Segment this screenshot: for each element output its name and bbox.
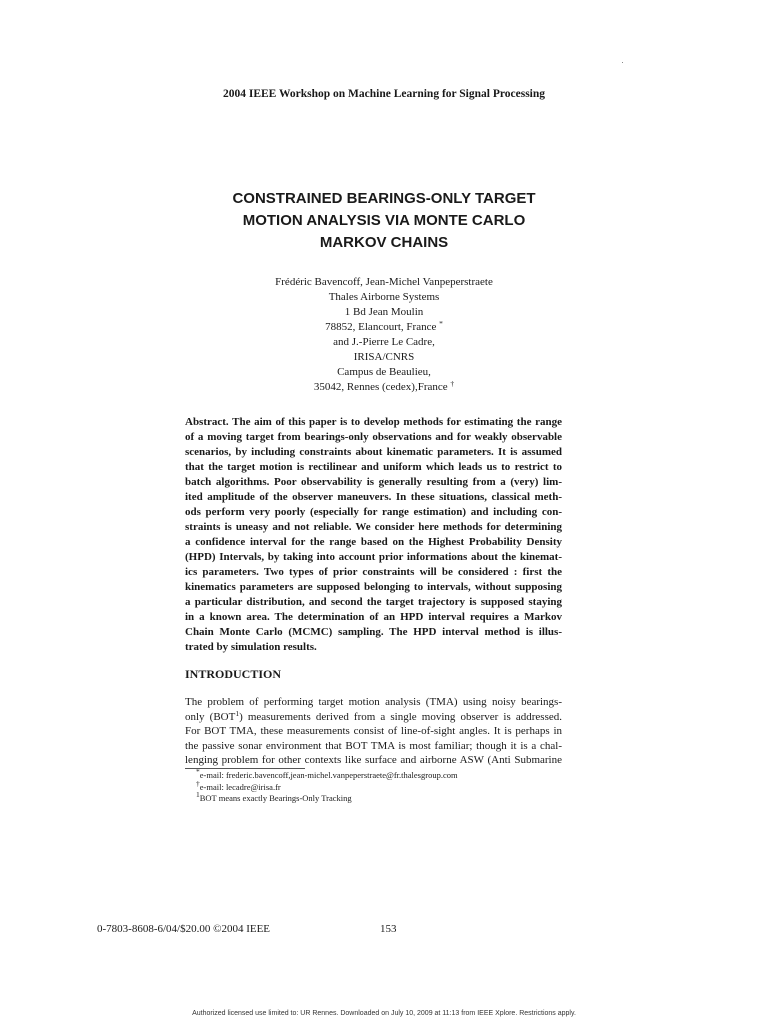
footnote-text: e-mail: lecadre@irisa.fr: [199, 781, 281, 792]
footnote-text: e-mail: frederic.bavencoff,jean-michel.vanpeperstraete@fr.thalesgroup.com: [199, 770, 458, 780]
abstract-line: straints is uneasy and not reliable. We consider here methods for determining: [185, 521, 562, 533]
footnote: [196, 790, 458, 805]
abstract-line: (HPD) Intervals, by taking into account prior informations about the kinemat-: [185, 551, 562, 563]
affiliation: Thales Airborne Systems: [328, 291, 440, 303]
address-text: 35042, Rennes (cedex),France: [313, 381, 448, 393]
footnote-mark: *: [439, 319, 443, 328]
address-line: 1 Bd Jean Moulin: [344, 306, 424, 318]
author-names: and J.-Pierre Le Cadre,: [333, 336, 435, 348]
introduction-body: [185, 695, 562, 768]
footnote: [196, 767, 458, 782]
workshop-header: 2004 IEEE Workshop on Machine Learning for Signal Processing: [222, 88, 546, 100]
body-line: The problem of performing target motion analysis (TMA) using noisy bearings-: [185, 696, 562, 708]
abstract: [185, 415, 562, 655]
abstract-line: in a known area. The determination of an HPD interval requires a Markov: [185, 611, 562, 623]
address-text: 78852, Elancourt, France: [325, 321, 437, 333]
abstract-line: ods perform very poorly (especially for range estimation) and including con-: [185, 506, 562, 518]
title-line: CONSTRAINED BEARINGS-ONLY TARGET: [232, 190, 536, 207]
scan-speck: [622, 62, 623, 63]
body-line: For BOT TMA, these measurements consist of line-of-sight angles. It is perhaps in: [185, 725, 562, 738]
address-line: Campus de Beaulieu,: [337, 366, 431, 378]
body-line: the passive sonar environment that BOT TMA is most familiar; though it is a chal-: [185, 739, 562, 752]
body-line: lenging problem for other contexts like surface and airborne ASW (Anti Submarine: [185, 754, 562, 767]
author-names: Frédéric Bavencoff, Jean-Michel Vanpeperstraete: [275, 276, 493, 288]
author-block: [0, 275, 768, 395]
body-text: ) measurements derived from a single moving observer is addressed.: [239, 710, 562, 723]
abstract-line: Abstract. The aim of this paper is to develop methods for estimating the range: [185, 416, 562, 428]
footnote-rule: [185, 768, 305, 769]
abstract-line: a confidence interval for the range based on the Highest Probability Density: [185, 536, 562, 548]
page-number: 153: [380, 923, 397, 935]
footnote-mark: *: [196, 767, 200, 776]
abstract-line: batch algorithms. Poor observability is generally resulting from a (very) lim-: [185, 476, 562, 488]
abstract-line: that the target motion is rectilinear and uniform which leads us to restrict to: [185, 461, 562, 473]
footnote-mark: †: [450, 379, 455, 388]
license-notice: Authorized licensed use limited to: UR Rennes. Downloaded on July 10, 2009 at 11:13 from IEEE Xplore. Restrictions apply.: [192, 1010, 576, 1017]
abstract-line: trated by simulation results.: [185, 641, 317, 653]
title-line: MARKOV CHAINS: [319, 234, 449, 251]
abstract-line: ics parameters. Two types of prior constraints will be considered : first the: [185, 566, 562, 578]
footnote-text: BOT means exactly Bearings-Only Tracking: [199, 793, 352, 803]
footnotes: [196, 767, 458, 805]
body-line: [185, 710, 562, 725]
address-line: [0, 320, 768, 335]
abstract-line: scenarios, by including constraints about kinematic parameters. It is assumed: [185, 446, 562, 458]
footnote-mark: 1: [196, 790, 200, 799]
body-text: only (BOT: [185, 710, 236, 723]
footnote-mark: †: [196, 778, 200, 788]
abstract-line: kinematics parameters are supposed belonging to intervals, without supposing: [185, 581, 562, 593]
isbn-copyright: 0-7803-8608-6/04/$20.00 ©2004 IEEE: [97, 923, 271, 935]
footnote: [196, 778, 458, 794]
abstract-line: ited amplitude of the observer maneuvers. In these situations, classical meth-: [185, 491, 562, 503]
address-line: [0, 380, 768, 395]
affiliation: IRISA/CNRS: [353, 351, 415, 363]
abstract-line: a particular distribution, and second the target trajectory is supposed staying: [185, 596, 562, 608]
title-line: MOTION ANALYSIS VIA MONTE CARLO: [242, 212, 526, 229]
section-heading: INTRODUCTION: [185, 667, 282, 681]
abstract-line: of a moving target from bearings-only observations and for weakly observable: [185, 431, 562, 443]
footnote-mark: 1: [235, 708, 240, 718]
paper-title: [0, 188, 768, 254]
abstract-line: Chain Monte Carlo (MCMC) sampling. The HPD interval method is illus-: [185, 626, 562, 638]
